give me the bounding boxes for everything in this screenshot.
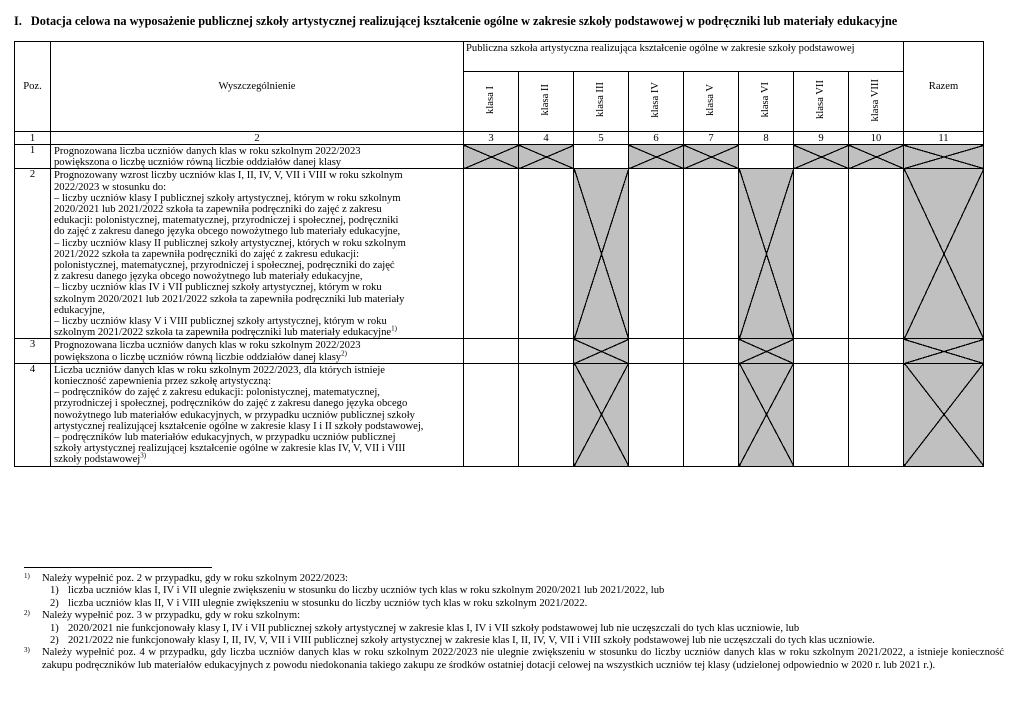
description-line: nowożytnego lub materiałów edukacyjnych, w przypadku uczniów publicznej szkoły (54, 409, 415, 421)
footnote-ref: 3) (140, 451, 147, 460)
header-class-label: klasa VIII (870, 78, 882, 122)
header-class-7 (794, 72, 849, 132)
header-poz: Poz. (15, 42, 51, 132)
description-line: Prognozowany wzrost liczby uczniów klas I, II, IV, V, VII i VIII w roku szkolnym (54, 170, 403, 182)
description-line: – liczby uczniów klasy I publicznej szkoły artystycznej, którym w roku szkolnym (54, 192, 401, 204)
footnote-ref: 2) (341, 349, 347, 358)
footnote-2-intro: Należy wypełnić poz. 3 w przypadku, gdy w roku szkolnym: (42, 610, 301, 622)
description-line: edukacyjne, (54, 304, 105, 316)
table-row (15, 145, 984, 169)
description-line: – liczby uczniów klasy V i VIII publicznej szkoły artystycznej, którym w roku (54, 316, 387, 328)
entry-cell[interactable] (519, 363, 574, 466)
entry-cell[interactable] (849, 363, 904, 466)
header-class-5 (684, 72, 739, 132)
description-line: edukacji: polonistycznej, matematycznej, przyrodniczej i społecznej, podręczniki (54, 215, 399, 227)
entry-cell[interactable] (849, 339, 904, 363)
entry-cell[interactable] (629, 363, 684, 466)
entry-cell[interactable] (849, 169, 904, 339)
description-line: 2022/2023 w stosunku do: (54, 181, 167, 193)
column-index: 9 (794, 132, 849, 145)
crossed-out-cell (849, 145, 904, 169)
footnote-1 (24, 573, 1004, 610)
crossed-out-cell (739, 169, 794, 339)
entry-cell[interactable] (684, 169, 739, 339)
entry-cell[interactable] (464, 363, 519, 466)
footnote-2-item: 1) 2020/2021 nie funkcjonowały klasy I, IV i VII publicznej szkoły artystycznej w zakresie klas I, IV i VII szkoły podstawowej lub nie uczęszczali do tych klas uczniowie, lub (50, 622, 800, 634)
row-description (51, 145, 464, 169)
description-line: artystycznej realizującej kształcenie ogólne w zakresie klasy I i II szkoły podstawowej, (54, 420, 424, 432)
column-index: 4 (519, 132, 574, 145)
description-line: Liczba uczniów danych klas w roku szkolnym 2022/2023, dla których istnieje (54, 364, 385, 376)
header-class-label: klasa VII (815, 80, 827, 120)
header-class-label: klasa IV (650, 82, 662, 118)
row-position: 4 (15, 363, 51, 466)
crossed-out-cell (684, 145, 739, 169)
crossed-out-cell (904, 169, 984, 339)
description-line: przyrodniczej i społecznej, podręczników do zajęć z zakresu danego języka obcego (54, 398, 408, 410)
column-index-row (15, 132, 984, 145)
description-line: 2020/2021 lub 2021/2022 szkoła ta zapewniła podręczniki do zajęć z zakresu (54, 204, 382, 216)
footnote-3 (24, 647, 1004, 672)
crossed-out-cell (574, 169, 629, 339)
header-description: Wyszczególnienie (51, 42, 464, 132)
description-line: – podręczników do zajęć z zakresu edukacji: polonistycznej, matematycznej, (54, 387, 380, 399)
header-class-label: klasa II (540, 84, 552, 116)
table-row (15, 339, 984, 363)
row-position: 3 (15, 339, 51, 363)
description-line: szkoły podstawowej$^{3)}$ (54, 451, 147, 466)
entry-cell[interactable] (739, 145, 794, 169)
column-index: 6 (629, 132, 684, 145)
column-index: 10 (849, 132, 904, 145)
description-line: 2021/2022 szkoła ta zapewniła podręczniki do zajęć z zakresu edukacji: (54, 248, 360, 260)
header-class-3 (574, 72, 629, 132)
row-description (51, 169, 464, 339)
description-line: Prognozowana liczba uczniów danych klas w roku szkolnym 2022/2023 (54, 340, 361, 352)
description-line: – podręczników lub materiałów edukacyjnych, w przypadku uczniów publicznej (54, 432, 396, 444)
description-line: szkolnym 2020/2021 lub 2021/2022 szkoła ta zapewniła podręczniki lub materiały (54, 293, 405, 305)
description-line: powiększona o liczbę uczniów równą liczbie oddziałów danej klasy$^{2)}$ (54, 349, 347, 363)
column-index: 2 (51, 132, 464, 145)
crossed-out-cell (574, 339, 629, 363)
column-index: 3 (464, 132, 519, 145)
row-description (51, 363, 464, 466)
column-index: 7 (684, 132, 739, 145)
section-title: Dotacja celowa na wyposażenie publicznej szkoły artystycznej realizującej kształcenie ogólne w zakresie szkoły podstawowej w podręczniki lub materiały edukacyjne (30, 14, 898, 28)
crossed-out-cell (904, 363, 984, 466)
entry-cell[interactable] (629, 169, 684, 339)
header-class-2 (519, 72, 574, 132)
header-class-4 (629, 72, 684, 132)
description-line: z zakresu danego języka obcego nowożytnego lub materiały edukacyjne, (54, 271, 363, 283)
section-number: I. (14, 14, 22, 28)
footnote-2 (24, 610, 1004, 647)
footnote-1-item: 1) liczba uczniów klas I, IV i VII ulegnie zwiększeniu w stosunku do liczby uczniów tych klas w roku szkolnym 2020/2021 lub 2021/2022, lub (50, 585, 665, 597)
column-index: 1 (15, 132, 51, 145)
entry-cell[interactable] (574, 145, 629, 169)
footnote-1-mark: 1) (24, 572, 30, 580)
header-total: Razem (904, 42, 984, 132)
header-class-8 (849, 72, 904, 132)
description-line: polonistycznej, matematycznej, przyrodniczej i społecznej, podręczniki do zajęć (54, 260, 395, 272)
entry-cell[interactable] (794, 363, 849, 466)
crossed-out-cell (904, 339, 984, 363)
crossed-out-cell (794, 145, 849, 169)
crossed-out-cell (519, 145, 574, 169)
column-index: 5 (574, 132, 629, 145)
entry-cell[interactable] (464, 169, 519, 339)
header-class-6 (739, 72, 794, 132)
footnote-3-mark: 3) (24, 646, 30, 655)
description-line: konieczność zapewnienia przez szkołę artystyczną: (54, 376, 272, 388)
crossed-out-cell (739, 339, 794, 363)
crossed-out-cell (739, 363, 794, 466)
description-line: do zajęć z zakresu danego języka obcego nowożytnego lub materiały edukacyjne, (54, 226, 401, 238)
header-class-1 (464, 72, 519, 132)
footnote-3-text: Należy wypełnić poz. 4 w przypadku, gdy liczba uczniów danych klas w roku szkolnym 2022/2023 nie ulegnie zwiększeniu w stosunku do liczby uczniów danych klas w roku szkolnym 2021/2022, a istnieje konieczność zakupu podręczników lub materiałów edukacyjnych z powodu niedokonania takiego zakupu ze środków ostatniej dotacji celowej na wszystkich uczniów tej klasy (udzielonej odpowiednio w 2020 r. lub 2021 r.). (42, 647, 1004, 671)
entry-cell[interactable] (464, 339, 519, 363)
crossed-out-cell (629, 145, 684, 169)
entry-cell[interactable] (794, 339, 849, 363)
row-description (51, 339, 464, 363)
entry-cell[interactable] (684, 363, 739, 466)
description-line: powiększona o liczbę uczniów równą liczbie oddziałów danej klasy (54, 157, 342, 169)
crossed-out-cell (574, 363, 629, 466)
description-line: szkoły artystycznej realizującej kształcenie ogólne w zakresie klas IV, V, VII i VIII (54, 443, 406, 455)
header-class-label: klasa VI (760, 82, 772, 118)
column-index: 8 (739, 132, 794, 145)
description-line: szkolnym 2021/2022 szkoła ta zapewniła podręczniki lub materiały edukacyjne$^{1)}$ (54, 324, 397, 339)
entry-cell[interactable] (519, 339, 574, 363)
table-row (15, 169, 984, 339)
column-index: 11 (904, 132, 984, 145)
footnote-divider (24, 567, 212, 568)
table-row (15, 363, 984, 466)
crossed-out-cell (904, 145, 984, 169)
footnote-2-item: 2) 2021/2022 nie funkcjonowały klasy I, II, IV, V, VII i VIII publicznej szkoły artystycznej w zakresie klas I, II, IV, V, VII i VIII szkoły podstawowej lub nie uczęszczali do tych klas uczniowie. (50, 635, 875, 647)
header-class-label: klasa V (705, 83, 717, 116)
description-line: Prognozowana liczba uczniów danych klas w roku szkolnym 2022/2023 (54, 146, 361, 157)
footnote-ref: 1) (391, 324, 397, 333)
row-position: 2 (15, 169, 51, 339)
description-line: – liczby uczniów klasy II publicznej szkoły artystycznej, których w roku szkolnym (54, 237, 406, 249)
footnote-1-intro: Należy wypełnić poz. 2 w przypadku, gdy w roku szkolnym 2022/2023: (42, 573, 348, 584)
entry-cell[interactable] (794, 169, 849, 339)
description-line: – liczby uczniów klas IV i VII publicznej szkoły artystycznej, którym w roku (54, 282, 382, 294)
entry-cell[interactable] (519, 169, 574, 339)
header-class-label: klasa I (485, 85, 497, 114)
footnotes (24, 573, 1004, 672)
header-school-group: Publiczna szkoła artystyczna realizująca kształcenie ogólne w zakresie szkoły podstawowej (464, 42, 904, 72)
footnote-2-mark: 2) (24, 609, 30, 618)
header-class-label: klasa III (595, 82, 607, 118)
form-table (14, 41, 984, 467)
entry-cell[interactable] (684, 339, 739, 363)
crossed-out-cell (464, 145, 519, 169)
entry-cell[interactable] (629, 339, 684, 363)
footnote-1-item: 2) liczba uczniów klas II, V i VIII ulegnie zwiększeniu w stosunku do liczby uczniów tych klas w roku szkolnym 2021/2022. (50, 597, 588, 609)
section-heading (14, 14, 897, 29)
row-position: 1 (15, 145, 51, 169)
